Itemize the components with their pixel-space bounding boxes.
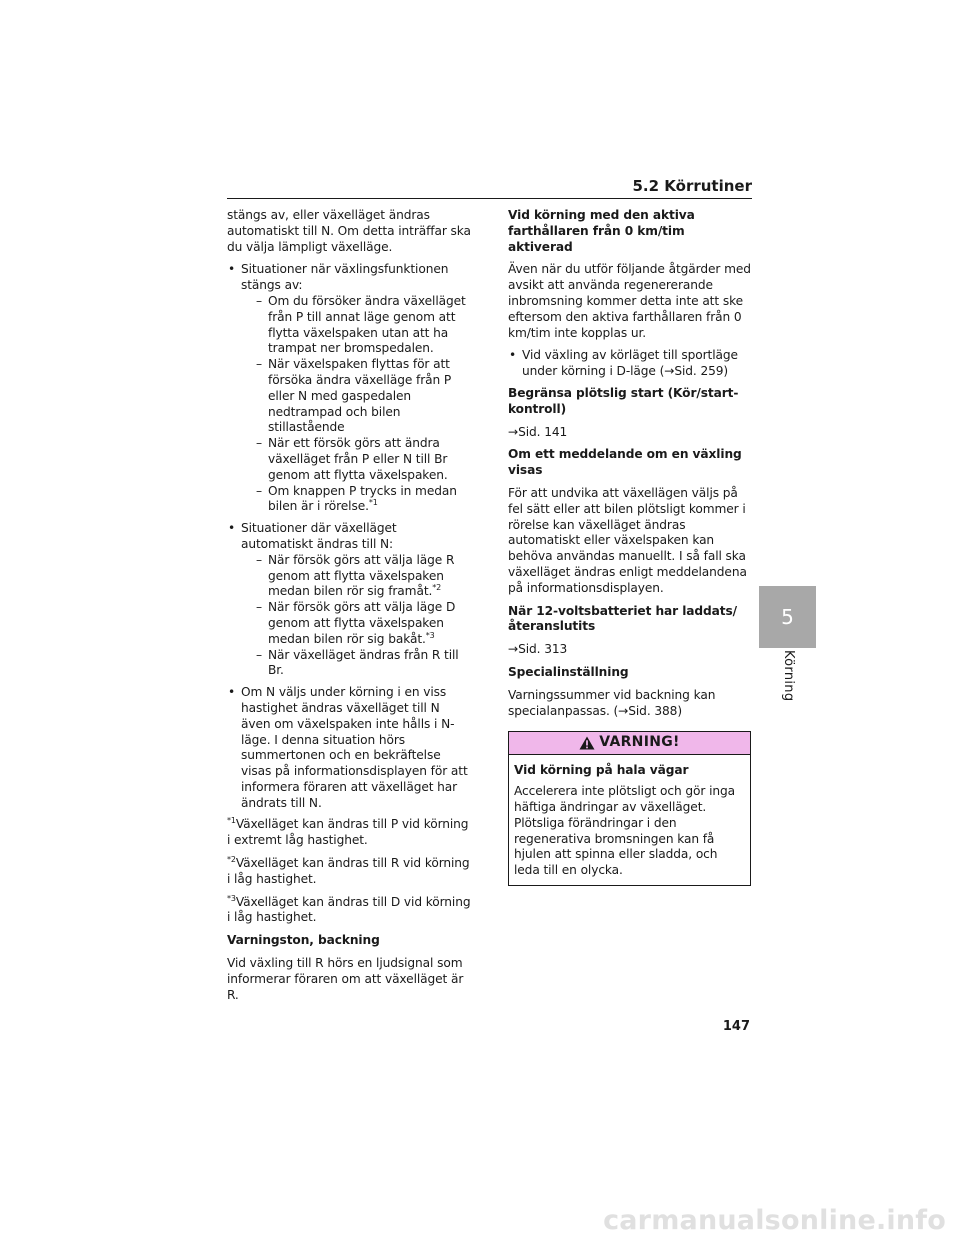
- sub-item: – När växelläget ändras från R till Br.: [256, 647, 459, 678]
- bullet-dot: •: [228, 262, 236, 277]
- warning-box: [508, 731, 751, 886]
- section-header: 5.2 Körrutiner: [632, 177, 752, 195]
- cruise-paragraph: Även när du utför följande åtgärder med avsikt att använda regenererande inbromsning kommer detta inte att ske eftersom den aktiva farthållaren från 0 km/tim inte kopplas ur.: [508, 262, 751, 340]
- right-column: [508, 208, 752, 886]
- chapter-tab: [759, 586, 816, 648]
- heading-cruise-control: Vid körning med den aktiva farthållaren från 0 km/tim aktiverad: [508, 208, 695, 254]
- left-column: [227, 208, 472, 1010]
- bullet-text: Om N väljs under körning i en viss hastighet ändras växelläget till N även om växelspaken inte hålls i N-läge. I denna situation hörs summertonen och en bekräftelse visas på informationsdisplayen för att informera föraren att växelläget har ändrats till N.: [241, 685, 468, 810]
- backing-paragraph: Vid växling till R hörs en ljudsignal som informerar föraren om att växelläget är R.: [227, 956, 464, 1002]
- bullet-neutral-speed: [227, 685, 472, 811]
- warning-label: VARNING!: [599, 734, 680, 751]
- sub-item: – När växelspaken flyttas för att försöka ändra växelläge från P eller N med gaspedalen nedtrampad och bilen stillastående: [256, 357, 452, 435]
- footnote-ref: *3: [425, 630, 435, 640]
- heading-sudden-start: Begränsa plötslig start (Kör/start-kontroll): [508, 385, 739, 416]
- special-setting-paragraph: Varningssummer vid backning kan specialanpassas. (→Sid. 388): [508, 687, 716, 718]
- footnote-ref: *1: [368, 498, 378, 508]
- bullet-shift-function-off: [227, 262, 472, 515]
- heading-backing-tone: Varningston, backning: [227, 933, 380, 948]
- page-reference: →Sid. 141: [508, 424, 568, 439]
- sub-item: – När ett försök görs att ändra växelläget från P eller N till Br genom att flytta växelspaken.: [256, 436, 448, 482]
- footnote-1: $^{*1}$Växelläget kan ändras till P vid körning i extremt låg hastighet.: [227, 816, 469, 848]
- bullet-text: Situationer där växelläget automatiskt ändras till N:: [241, 521, 397, 551]
- intro-paragraph: stängs av, eller växelläget ändras automatiskt till N. Om detta inträffar ska du välja lämpligt växelläge.: [227, 208, 471, 254]
- bullet-text: Situationer när växlingsfunktionen stängs av:: [241, 262, 449, 293]
- header-divider: [227, 198, 752, 199]
- bullet-sport-mode: [508, 348, 752, 380]
- warning-header: [509, 732, 750, 755]
- bullet-text: Vid växling av körläget till sportläge under körning i D-läge (→Sid. 259): [522, 348, 738, 379]
- sub-item: – Om knappen P trycks in medan bilen är i rörelse.$^{*1}$: [256, 483, 457, 514]
- sub-item: – När försök görs att välja läge D genom att flytta växelspaken medan bilen rör sig bakåt.$^{*3}$: [256, 600, 456, 646]
- watermark-text: carmanualsonline.info: [603, 1205, 946, 1236]
- bullet-dot: •: [228, 685, 236, 700]
- page-number: 147: [722, 1019, 750, 1034]
- warning-text: Accelerera inte plötsligt och gör inga häftiga ändringar av växelläget. Plötsliga förändringar i den regenerativa bromsningen kan få hjulen att spinna eller sladda, och leda till en olycka.: [514, 784, 735, 878]
- footnote-2: $^{*2}$Växelläget kan ändras till R vid körning i låg hastighet.: [227, 855, 470, 886]
- sub-item: – När försök görs att välja läge R genom att flytta växelspaken medan bilen rör sig framåt.$^{*2}$: [256, 552, 455, 599]
- bullet-auto-neutral: [227, 521, 472, 679]
- chapter-label: Körning: [781, 650, 796, 702]
- warning-heading: Vid körning på hala vägar: [514, 763, 689, 778]
- chapter-number: 5: [781, 605, 794, 629]
- heading-shift-message: Om ett meddelande om en växling visas: [508, 447, 742, 478]
- footnote-ref: *2: [432, 583, 442, 593]
- sub-item: – Om du försöker ändra växelläget från P till annat läge genom att flytta växelspaken utan att ha trampat ner bromspedalen.: [256, 293, 466, 356]
- warning-body: [509, 755, 750, 885]
- page-reference: →Sid. 313: [508, 642, 568, 657]
- heading-special-setting: Specialinställning: [508, 664, 629, 679]
- warning-triangle-icon: [579, 736, 595, 750]
- shift-message-paragraph: För att undvika att växellägen väljs på fel sätt eller att bilen plötsligt kommer i rörelse kan växelläget ändras automatiskt eller växelspaken kan behöva användas manuellt. I så fall ska växelläget ändras enligt meddelandena på informationsdisplayen.: [508, 485, 747, 595]
- bullet-dot: •: [228, 521, 236, 536]
- bullet-dot: •: [509, 348, 517, 363]
- heading-battery: När 12-voltsbatteriet har laddats/återanslutits: [508, 603, 738, 634]
- footnote-3: $^{*3}$Växelläget kan ändras till D vid körning i låg hastighet.: [227, 893, 471, 925]
